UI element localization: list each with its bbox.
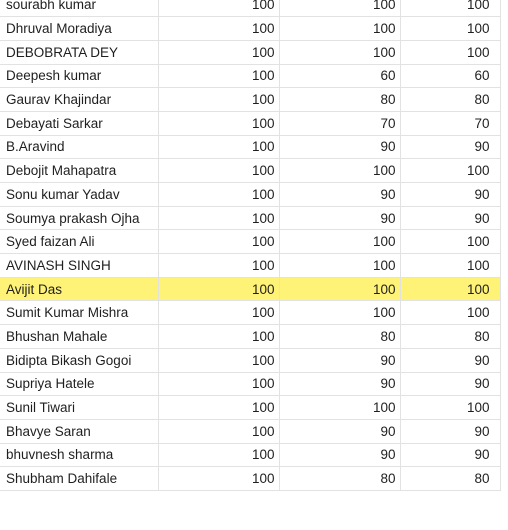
score-cell-3[interactable]: 100 (400, 40, 500, 64)
name-cell[interactable]: Bidipta Bikash Gogoi (0, 348, 158, 372)
table-row[interactable] (0, 88, 500, 112)
table-row[interactable] (0, 325, 500, 349)
score-cell-1[interactable]: 100 (158, 183, 279, 207)
score-cell-3[interactable]: 100 (400, 159, 500, 183)
score-cell-3[interactable]: 90 (400, 135, 500, 159)
name-cell[interactable]: Bhushan Mahale (0, 325, 158, 349)
score-cell-2[interactable]: 100 (279, 230, 400, 254)
score-cell-3[interactable]: 90 (400, 419, 500, 443)
name-cell[interactable]: sourabh kumar (0, 0, 158, 17)
score-cell-2[interactable]: 100 (279, 159, 400, 183)
score-cell-1[interactable]: 100 (158, 254, 279, 278)
name-cell[interactable]: Bhavye Saran (0, 419, 158, 443)
table-row[interactable] (0, 64, 500, 88)
table-row[interactable] (0, 40, 500, 64)
score-cell-1[interactable]: 100 (158, 230, 279, 254)
score-cell-3[interactable]: 90 (400, 443, 500, 467)
score-cell-2[interactable]: 100 (279, 0, 400, 17)
score-cell-3[interactable]: 60 (400, 64, 500, 88)
score-cell-2[interactable]: 90 (279, 443, 400, 467)
score-cell-3[interactable]: 100 (400, 0, 500, 17)
score-cell-3[interactable]: 90 (400, 183, 500, 207)
score-cell-1[interactable]: 100 (158, 64, 279, 88)
score-cell-1[interactable]: 100 (158, 277, 279, 301)
table-row[interactable] (0, 230, 500, 254)
score-cell-2[interactable]: 90 (279, 419, 400, 443)
score-cell-2[interactable]: 100 (279, 396, 400, 420)
score-cell-3[interactable]: 70 (400, 111, 500, 135)
table-row[interactable] (0, 111, 500, 135)
score-cell-3[interactable]: 100 (400, 230, 500, 254)
score-cell-2[interactable]: 90 (279, 183, 400, 207)
score-cell-2[interactable]: 100 (279, 40, 400, 64)
score-cell-1[interactable]: 100 (158, 419, 279, 443)
score-cell-1[interactable]: 100 (158, 443, 279, 467)
score-cell-1[interactable]: 100 (158, 40, 279, 64)
score-cell-2[interactable]: 100 (279, 301, 400, 325)
score-cell-1[interactable]: 100 (158, 206, 279, 230)
table-row[interactable] (0, 277, 500, 301)
score-cell-3[interactable]: 100 (400, 17, 500, 41)
score-cell-2[interactable]: 90 (279, 135, 400, 159)
score-cell-1[interactable]: 100 (158, 135, 279, 159)
score-cell-3[interactable]: 90 (400, 372, 500, 396)
score-cell-1[interactable]: 100 (158, 348, 279, 372)
score-cell-1[interactable]: 100 (158, 301, 279, 325)
name-cell[interactable]: Sonu kumar Yadav (0, 183, 158, 207)
score-cell-1[interactable]: 100 (158, 159, 279, 183)
score-cell-1[interactable]: 100 (158, 396, 279, 420)
score-cell-3[interactable]: 80 (400, 467, 500, 491)
name-cell[interactable]: AVINASH SINGH (0, 254, 158, 278)
table-row[interactable] (0, 183, 500, 207)
score-cell-2[interactable]: 90 (279, 348, 400, 372)
score-cell-2[interactable]: 90 (279, 206, 400, 230)
score-cell-2[interactable]: 100 (279, 254, 400, 278)
name-cell[interactable]: B.Aravind (0, 135, 158, 159)
score-cell-1[interactable]: 100 (158, 88, 279, 112)
table-row[interactable] (0, 0, 500, 17)
table-row[interactable] (0, 159, 500, 183)
name-cell[interactable]: Deepesh kumar (0, 64, 158, 88)
table-row[interactable] (0, 443, 500, 467)
score-cell-3[interactable]: 90 (400, 206, 500, 230)
score-cell-1[interactable]: 100 (158, 111, 279, 135)
name-cell[interactable]: Syed faizan Ali (0, 230, 158, 254)
name-cell[interactable]: Dhruval Moradiya (0, 17, 158, 41)
score-cell-3[interactable]: 100 (400, 254, 500, 278)
name-cell[interactable]: bhuvnesh sharma (0, 443, 158, 467)
score-cell-3[interactable]: 80 (400, 88, 500, 112)
score-cell-1[interactable]: 100 (158, 467, 279, 491)
score-cell-1[interactable]: 100 (158, 17, 279, 41)
table-row[interactable] (0, 348, 500, 372)
table-row[interactable] (0, 372, 500, 396)
score-cell-3[interactable]: 80 (400, 325, 500, 349)
name-cell[interactable]: Shubham Dahifale (0, 467, 158, 491)
score-cell-2[interactable]: 80 (279, 88, 400, 112)
name-cell[interactable]: Debayati Sarkar (0, 111, 158, 135)
score-cell-3[interactable]: 100 (400, 396, 500, 420)
score-cell-2[interactable]: 80 (279, 467, 400, 491)
name-cell[interactable]: Soumya prakash Ojha (0, 206, 158, 230)
name-cell[interactable]: Debojit Mahapatra (0, 159, 158, 183)
table-row[interactable] (0, 17, 500, 41)
table-row[interactable] (0, 254, 500, 278)
table-row[interactable] (0, 419, 500, 443)
table-row[interactable] (0, 135, 500, 159)
name-cell[interactable]: Sunil Tiwari (0, 396, 158, 420)
score-cell-2[interactable]: 70 (279, 111, 400, 135)
score-cell-1[interactable]: 100 (158, 325, 279, 349)
score-cell-3[interactable]: 90 (400, 348, 500, 372)
score-cell-2[interactable]: 90 (279, 372, 400, 396)
name-cell[interactable]: DEBOBRATA DEY (0, 40, 158, 64)
score-cell-2[interactable]: 100 (279, 17, 400, 41)
score-cell-1[interactable]: 100 (158, 0, 279, 17)
name-cell[interactable]: Avijit Das (0, 277, 158, 301)
score-cell-3[interactable]: 100 (400, 301, 500, 325)
table-row[interactable] (0, 206, 500, 230)
score-cell-1[interactable]: 100 (158, 372, 279, 396)
name-cell[interactable]: Sumit Kumar Mishra (0, 301, 158, 325)
name-cell[interactable]: Supriya Hatele (0, 372, 158, 396)
score-cell-3[interactable]: 100 (400, 277, 500, 301)
table-row[interactable] (0, 301, 500, 325)
score-cell-2[interactable]: 100 (279, 277, 400, 301)
name-cell[interactable]: Gaurav Khajindar (0, 88, 158, 112)
table-row[interactable] (0, 396, 500, 420)
score-cell-2[interactable]: 80 (279, 325, 400, 349)
score-cell-2[interactable]: 60 (279, 64, 400, 88)
table-row[interactable] (0, 467, 500, 491)
